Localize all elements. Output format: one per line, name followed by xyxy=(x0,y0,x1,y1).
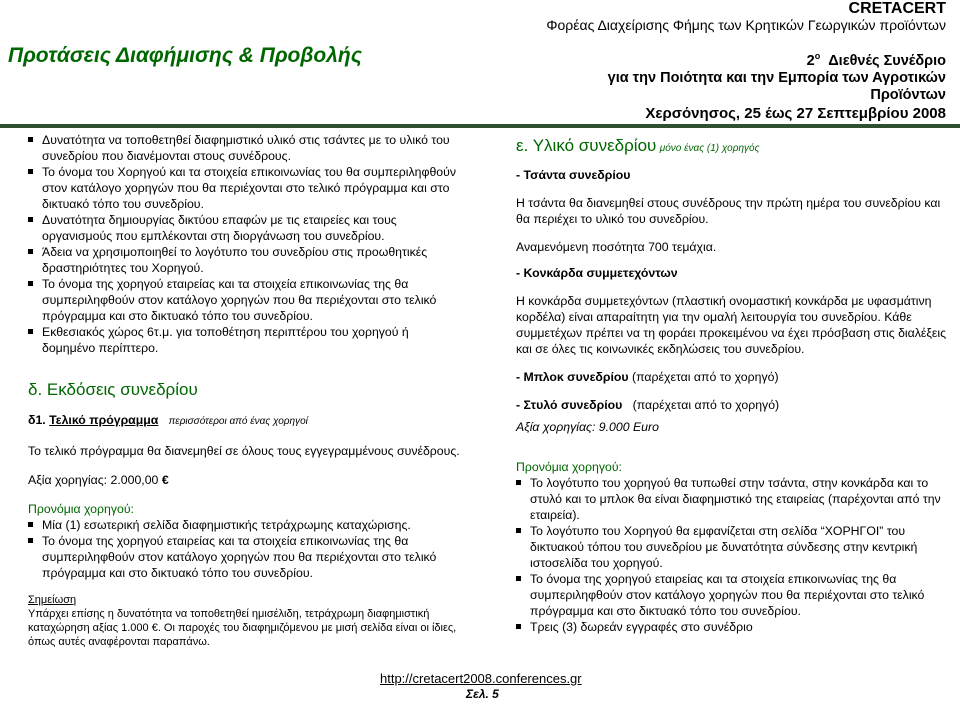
block-title: - Μπλοκ συνεδρίου xyxy=(516,370,629,384)
d1-value-label: Αξία χορηγίας: 2.000,00 xyxy=(28,473,159,487)
note-title: Σημείωση xyxy=(28,594,77,606)
euro-icon: € xyxy=(161,473,169,487)
list-item: Το όνομα του Χορηγού και τα στοιχεία επικοινωνίας του θα συμπεριληφθούν στον κατάλογο χορηγών που θα περιέχονται στο τελικό πρόγραμμα και στο δικτυακό τόπο του συνεδρίου. xyxy=(28,164,460,212)
badge-title: - Κονκάρδα συμμετεχόντων xyxy=(516,266,678,280)
conference-header xyxy=(546,0,946,104)
pen-title: - Στυλό συνεδρίου xyxy=(516,398,623,412)
list-item: Το όνομα της χορηγού εταιρείας και τα στοιχεία επικοινωνίας της θα συμπεριληφθούν στον κατάλογο χορηγών που θα περιέχονται στο τελικό πρόγραμμα και στο δικτυακό τόπο του συνεδρίου. xyxy=(516,571,956,619)
section-d-title: δ. Εκδόσεις συνεδρίου xyxy=(28,380,198,399)
footer-link[interactable]: http://cretacert2008.conferences.gr xyxy=(380,671,582,686)
square-bullet-icon xyxy=(28,137,33,142)
conference-date: Χερσόνησος, 25 έως 27 Σεπτεμβρίου 2008 xyxy=(645,105,946,122)
conference-number-sup: ο xyxy=(814,51,821,61)
conference-number: 2 xyxy=(806,52,815,69)
list-item: Το λογότυπο του Χορηγού θα εμφανίζεται στη σελίδα “ΧΟΡΗΓΟΙ” του δικτυακού τόπου του συνεδρίου με δυνατότητα σύνδεσης στην κεντρική ιστοσελίδα του χορηγού. xyxy=(516,523,956,571)
pen-item xyxy=(516,397,956,413)
d1-heading xyxy=(28,412,460,430)
square-bullet-icon xyxy=(28,522,33,527)
block-note: (παρέχεται από το χορηγό) xyxy=(632,370,779,384)
page-number: Σελ. 5 xyxy=(466,687,499,701)
privileges-list xyxy=(516,475,956,635)
privileges-title: Προνόμια χορηγού: xyxy=(516,460,622,474)
sponsorship-value: Αξία χορηγίας: 9.000 Euro xyxy=(516,420,659,434)
list-item: Δυνατότητα δημιουργίας δικτύου επαφών με τις εταιρείες και τους οργανισμούς που εμπλέκονται στη διοργάνωση του συνεδρίου. xyxy=(28,212,460,244)
privileges-title: Προνόμια χορηγού: xyxy=(28,502,134,516)
square-bullet-icon xyxy=(28,169,33,174)
bag-text: Η τσάντα θα διανεμηθεί στους συνέδρους την πρώτη ημέρα του συνεδρίου και θα περιέχει το υλικό του συνεδρίου. xyxy=(516,196,941,226)
bag-title: - Τσάντα συνεδρίου xyxy=(516,168,631,182)
section-e-heading xyxy=(516,138,956,157)
list-item: Εκθεσιακός χώρος 6τ.μ. για τοποθέτηση περιπτέρου του χορηγού ή δομημένο περίπτερο. xyxy=(28,324,460,356)
badge-text: Η κονκάρδα συμμετεχόντων (πλαστική ονομαστική κονκάρδα με υφασμάτινη κορδέλα) είναι απαραίτητη για την ομαλή λειτουργία του συνεδρίου. Κάθε συμμετέχων πρέπει να τη φοράει προκειμένου να έχει πρόσβαση στις διαλέξεις και σε όλες τις κοινωνικές εκδηλώσεις του συνεδρίου. xyxy=(516,294,947,356)
section-e-title: ε. Υλικό συνεδρίου xyxy=(516,136,657,155)
square-bullet-icon xyxy=(28,249,33,254)
conference-line1: Διεθνές Συνέδριο xyxy=(828,52,946,69)
note-block xyxy=(28,593,460,649)
square-bullet-icon xyxy=(516,624,521,629)
left-column xyxy=(28,132,460,649)
list-item: Μία (1) εσωτερική σελίδα διαφημιστικής τετράχρωμης καταχώρισης. xyxy=(28,517,460,533)
pen-note: (παρέχεται από το χορηγό) xyxy=(632,398,780,412)
square-bullet-icon xyxy=(28,538,33,543)
bag-quantity: Αναμενόμενη ποσότητα 700 τεμάχια. xyxy=(516,240,717,254)
benefits-list xyxy=(28,132,460,356)
d1-number: δ1. xyxy=(28,413,46,427)
note-text: Υπάρχει επίσης η δυνατότητα να τοποθετηθεί ημισέλιδη, τετράχρωμη διαφημιστική καταχώρηση αξίας 1.000 €. Οι παροχές του διαφημιζόμενου με μισή σελίδα είναι οι ίδιες, όπως αυτές αναφέρονται παραπάνω. xyxy=(28,608,457,648)
org-subtitle: Φορέας Διαχείρισης Φήμης των Κρητικών Γεωργικών προϊόντων xyxy=(546,17,946,33)
list-item: Τρεις (3) δωρεάν εγγραφές στο συνέδριο xyxy=(516,619,956,635)
conference-title xyxy=(546,48,946,70)
list-item: Το όνομα της χορηγού εταιρείας και τα στοιχεία επικοινωνίας της θα συμπεριληφθούν στον κατάλογο χορηγών που θα περιέχονται στο τελικό πρόγραμμα και στο δικτυακό τόπο του συνεδρίου. xyxy=(28,276,460,324)
d1-text: Το τελικό πρόγραμμα θα διανεμηθεί σε όλους τους εγγεγραμμένους συνέδρους. xyxy=(28,444,460,458)
square-bullet-icon xyxy=(516,480,521,485)
conference-line3: Προϊόντων xyxy=(870,86,946,103)
square-bullet-icon xyxy=(516,528,521,533)
header-divider xyxy=(0,124,960,128)
list-item: Άδεια να χρησιμοποιηθεί το λογότυπο του συνεδρίου στις προωθητικές δραστηριότητες του Χορηγού. xyxy=(28,244,460,276)
square-bullet-icon xyxy=(28,281,33,286)
page-title: Προτάσεις Διαφήμισης & Προβολής xyxy=(8,44,362,67)
square-bullet-icon xyxy=(28,217,33,222)
org-name: CRETACERT xyxy=(848,0,946,17)
block-item xyxy=(516,369,956,385)
square-bullet-icon xyxy=(516,576,521,581)
d1-note: περισσότεροι από ένας χορηγοί xyxy=(168,416,308,427)
list-item: Το λογότυπο του χορηγού θα τυπωθεί στην τσάντα, στην κονκάρδα και το στυλό και το μπλοκ θα είναι διαφημιστικό της εταιρείας (παρέχονται από την εταιρεία). xyxy=(516,475,956,523)
d1-title: Τελικό πρόγραμμα xyxy=(49,413,159,427)
privileges-list xyxy=(28,517,460,581)
section-e-note: μόνο ένας (1) χορηγός xyxy=(659,143,760,154)
right-column xyxy=(516,132,956,635)
square-bullet-icon xyxy=(28,329,33,334)
conference-line2: για την Ποιότητα και την Εμπορία των Αγροτικών xyxy=(607,69,946,86)
d1-value xyxy=(28,472,460,488)
list-item: Δυνατότητα να τοποθετηθεί διαφημιστικό υλικό στις τσάντες με το υλικό του συνεδρίου που διανέμονται στους συνέδρους. xyxy=(28,132,460,164)
list-item: Το όνομα της χορηγού εταιρείας και τα στοιχεία επικοινωνίας της θα συμπεριληφθούν στον κατάλογο χορηγών που θα περιέχονται στο τελικό πρόγραμμα και στο δικτυακό τόπο του συνεδρίου. xyxy=(28,533,460,581)
